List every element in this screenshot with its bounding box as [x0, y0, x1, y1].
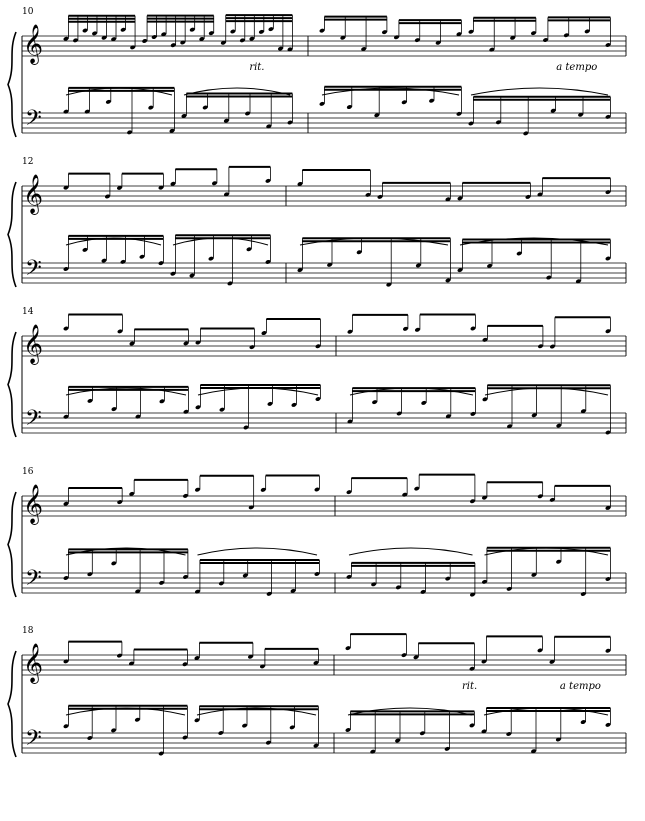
brace-icon: [8, 492, 16, 597]
measure-number: 14: [22, 307, 34, 317]
brace-icon: [8, 332, 16, 437]
treble-staff: [22, 655, 626, 675]
bass-clef-icon: 𝄢: [25, 726, 42, 756]
system-1: [8, 7, 626, 137]
system-4: [8, 467, 626, 597]
treble-staff: [22, 496, 626, 516]
treble-clef-icon: 𝄞: [23, 643, 44, 683]
slur: [198, 388, 318, 395]
expression-marking: a tempo: [556, 62, 598, 73]
treble-clef-icon: 𝄞: [23, 174, 44, 214]
treble-clef-icon: 𝄞: [23, 324, 44, 364]
bass-clef-icon: 𝄢: [25, 256, 42, 286]
bass-clef-icon: 𝄢: [25, 106, 42, 136]
slur: [471, 88, 608, 95]
bass-staff: [22, 113, 626, 133]
treble-clef-icon: 𝄞: [23, 484, 44, 524]
treble-clef-icon: 𝄞: [23, 24, 44, 64]
slur: [349, 548, 473, 555]
system-3: [8, 307, 626, 437]
measure-number: 10: [22, 7, 34, 17]
treble-staff: [22, 336, 626, 356]
bass-staff: [22, 263, 626, 283]
bass-clef-icon: 𝄢: [25, 406, 42, 436]
treble-staff: [22, 186, 626, 206]
expression-marking: rit.: [462, 681, 478, 692]
measure-number: 18: [22, 626, 34, 636]
brace-icon: [8, 32, 16, 137]
measure-number: 12: [22, 157, 34, 167]
measure-number: 16: [22, 467, 34, 477]
brace-icon: [8, 182, 16, 287]
expression-marking: a tempo: [559, 681, 601, 692]
bass-clef-icon: 𝄢: [25, 566, 42, 596]
expression-marking: rit.: [249, 62, 265, 73]
brace-icon: [8, 651, 16, 757]
slur: [198, 548, 318, 555]
system-2: [8, 157, 626, 287]
system-5: [8, 626, 626, 757]
